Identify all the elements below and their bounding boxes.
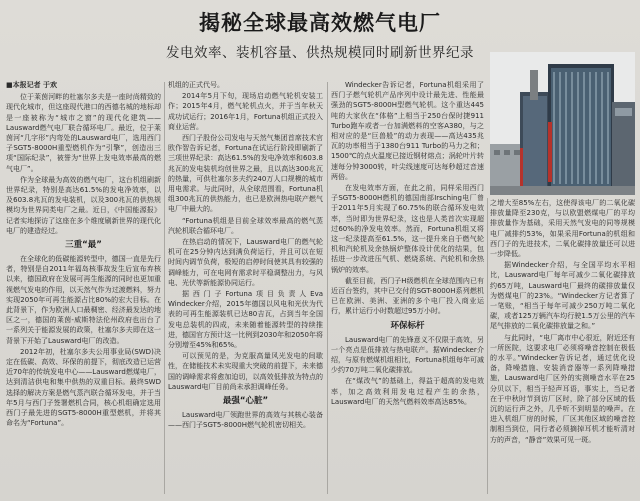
paragraph: Lausward电厂的先锋意义不仅限于高效，另一个亮点是低排放与热电联产。据Windecker介绍，与原有燃煤机组相比，Fortuna机组每年可减少约70万吨二氧化碳排放。 (331, 335, 484, 375)
column-divider (164, 82, 165, 494)
paragraph: 作为全球最为高效的燃气电厂，这台机组刷新世界纪录，特别是高达61.5%的发电净效率，以及603.8兆瓦的发电装机，以及300兆瓦的供热规模均为世界同类电厂之最。近日，《中国能源报》记者实地探访了这座在多个维度刷新世界的现代化电厂的建造经过。 (6, 175, 161, 235)
paragraph: 机组的正式代号。 (168, 81, 224, 89)
power-plant-illustration (490, 52, 635, 195)
byline: ■本报记者 于欢 (6, 81, 58, 89)
paragraph: Windecker告诉记者，Fortuna机组采用了西门子燃气轮机产品序列中设计最先进、性能最强劲的SGT5-8000H型燃气轮机。这个重达445吨的大家伙在“体格”上相当于250台保时捷911 Turbo跑车或者一台加满燃料的空客A380，与之相对应的是“巨兽般”的动力表现——高达435兆瓦的功率相当于1380台911 Turbo的马力之和；1500℃的点火温度已接近钢材熔点；涡轮叶片转速每分钟3000转，叶尖线速度可达每秒超过音速两倍。 (331, 81, 484, 181)
paragraph: 据西门子Fortuna项目负责人Eva Windecker介绍，2015年德国以风电和光伏为代表的可再生能源装机已达80吉瓦，占到当年全国发电总装机的四成，未来随着能源转型的持续推进，德国官方预计这一比例到2030年和2050年将分别增至45%和65%。 (168, 290, 323, 350)
paragraph: “Fortuna机组是目前全球效率最高的燃气蒸汽轮机联合循环电厂。 (168, 216, 323, 235)
paragraph: Lausward电厂领跑世界的高效与其核心装备——西门子SGT5-8000H燃气轮机密切相关。 (168, 411, 323, 430)
paragraph: 可以预见的是，为克服高量风光发电的间歇性，在储能技术未实现重大突破的前提下，未来德国的调峰需求将愈加迫切，以高效低排放为特点的Lausward电厂目前尚未承担调峰任务。 (168, 352, 323, 391)
paragraph: 2014年5月下旬，现场启动燃气轮机安装工作；2015年4月，燃气轮机点火，并于当年秋天成功试运行；2016年1月，Fortuna机组正式投入商业运营。 (168, 92, 323, 131)
article-column-1 (6, 80, 161, 495)
paragraph: 在全球化的低碳能源转型中，德国一直是先行者，特别是自2011年福岛核事故发生后宣布弃核以来，德国政府在发展可再生能源的同时也更加重视燃气发电的作用，以天然气作为过渡燃料，努力实现2050年可再生能源占比80%的宏大目标。在此背景下，作为欧洲人口最稠密、经济最发达的地区之一，德国的莱茵-威斯特法伦州政府也出台了一系列关于能源发展的政策，杜塞尔多夫即在这一背景下开始了Lausward电厂的改造。 (6, 255, 161, 345)
column-divider (327, 82, 328, 494)
paragraph: 在“煤改气”的基础上，得益于超高的发电效率，加之高效利用发电过程产生的余热，Lausward电厂的天然气燃料效率高达85%。 (331, 377, 484, 406)
paragraph: 与此同时，“电厂离市中心很近，附近还有一所医院，这要求电厂必须将噪音控制在极低的水平。”Windecker告诉记者，通过优化设备，降噪措施、安装消音器等一系列降噪措施，Lausward电厂区外的实测噪音水平在25分贝以下，相当于轻声耳语，事实上，当记者在于中秋时节到访厂区时，除了部分区域的低沉的运行声之外，几乎听不到明显的噪声。在进入机组厂房的时候，厂区其他区域的噪音控制相当到位，同行者必须摘掉耳机才能听清对方的声音，“静音”效果可见一斑。 (490, 333, 635, 444)
paragraph: 据Windecker介绍，与全国平均水平相比，Lausward电厂每年可减少二氧化碳排放约65万吨，Lausward电厂最终的碳排放量仅为燃煤电厂的23%。“Windecker方记者算了一笔账，“相当于每年可减少250万吨二氧化碳，或者125万辆汽车均行驶1.5万公里的汽车尾气排放的二氧化碳排放量之和。” (490, 261, 635, 331)
paragraph: 在发电效率方面，在此之前，同样采用西门子SGT5-8000H燃机的德国南部Irsching电厂曾于2011年5月实现了60.75%的联合循环发电效率，当时即为世界纪录，这也是人类首次实现超过60%的净发电效率。然而，Fortuna机组又将这一纪录提高至61.5%，这一提升来自于燃气轮机和汽轮机及余热锅炉整体设计优化的结果，包括进一步改进压气机、燃烧系统、汽轮机和余热锅炉的效率。 (331, 184, 484, 274)
article-headline: 揭秘全球最高效燃气电厂 (199, 11, 441, 35)
section-heading: 三重“最” (65, 240, 102, 251)
article-column-4 (490, 198, 635, 495)
article-column-3 (331, 80, 484, 495)
paragraph: 2012年初，杜塞尔多夫公用事业局(SWD)决定在低碳、高效、环保的前提下，彻底改造已运营近70年的传统发电中心——Lausward燃煤电厂，达到清洁供电和集中供热的双重目标。最终SWD选择的解决方案是燃气蒸汽联合循环发电，并于当年5月与西门子签署燃机合同，核心机组确定选用西门子最先进的SGT5-8000H重型燃机，并将其命名为“Fortuna”。 (6, 347, 161, 428)
paragraph: 西门子股份公司发电与天然气集团首席技术官欧作智告诉记者，Fortuna在试运行阶段即刷新了三项世界纪录：高达61.5%的发电净效率和603.8兆瓦的发电装机均创世界之最，且以高达300兆瓦的热量，可供杜塞尔多夫约240万人口规模的城市用电需求。与此同时，从全球范围看，Fortuna机组300兆瓦的供热能力，也已是欧洲热电联产燃气电厂中最大的。 (168, 134, 323, 214)
paragraph: 在热启动的情况下，Lausward电厂的燃气轮机可在25分钟内达到满负荷运行，并且可以在短时间内调节负荷，极短的启停时间使其具有较强的调峰能力，可在电网有需求时平稳调整出力，与风电、光伏等新能源协同运行。 (168, 238, 323, 287)
section-heading: 最强“心脏” (222, 396, 269, 407)
section-heading: 环保标杆 (390, 320, 425, 331)
paragraph: 位于莱茵河畔的杜塞尔多夫是一座时尚精致的现代化城市，但这座现代港口的西德名城的地标却是一座被称为“城市之窗”的现代化建筑——Lausward燃气电厂联合循环电厂。最近，位于莱茵河“几字形”内弯处的Lausward电厂，选用西门子SGT5-8000H重型燃机作为“引擎”，创造出三项“国际纪录”，被誉为“世界上发电效率最高的燃气电厂”。 (6, 93, 161, 173)
article-subheadline: 发电效率、装机容量、供热规模同时刷新世界纪录 (166, 45, 474, 61)
power-plant-photo (490, 52, 635, 195)
paragraph: 截至目前，西门子H级燃机在全球范围内已有近百台签约，其中已交付的SGT-8000H系列燃机已在欧洲、美洲、亚洲的多个电厂投入商业运行，累计运行小时数超过95万小时。 (331, 276, 484, 316)
article-column-2 (168, 80, 323, 495)
column-divider (487, 198, 488, 494)
paragraph: 之增大至85%左右，这使得该电厂的二氧化碳排放量降至230克，与以欧盟燃煤电厂的平均排放量作为基础，采用天然气发电的同等规模电厂减排约53%，如果采用Fortuna的机组和西门子的先进技术，二氧化碳排放量还可以进一步降低。 (490, 199, 635, 259)
